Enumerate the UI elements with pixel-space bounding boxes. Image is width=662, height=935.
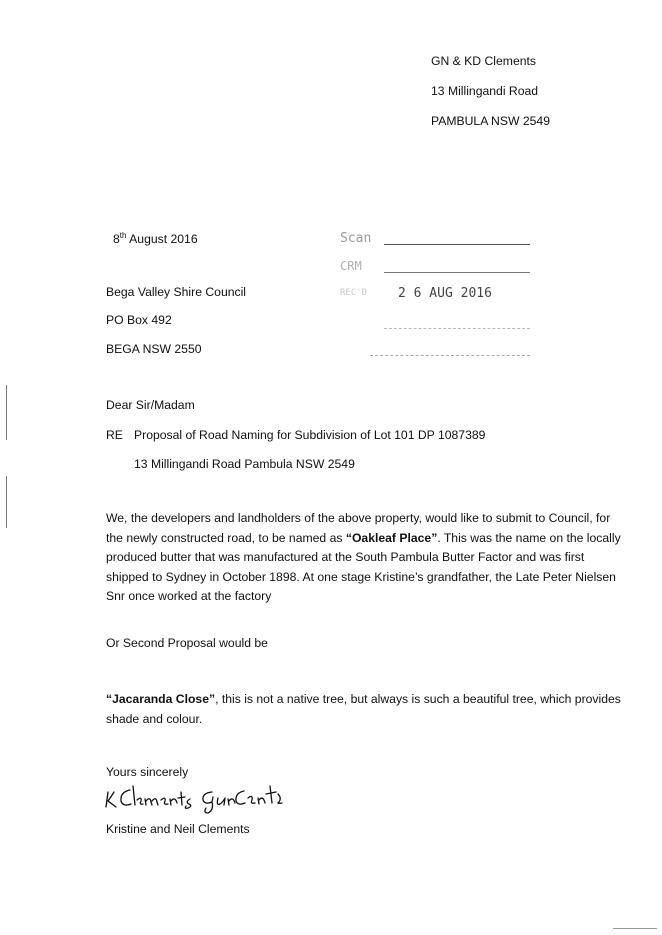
stamp-received-date: 2 6 AUG 2016 — [398, 286, 492, 301]
date-suffix: th — [119, 231, 127, 240]
body1-part2: . This was the name on the locally produced butter that was manufactured at the South Pambula Butter Factor and was first shipped to Sydney in October 1898. At one stage Kristine’s grandfather, the Late Peter Nielsen Snr once worked at the factory — [106, 530, 621, 603]
date-day: 8 — [113, 232, 120, 247]
scan-edge-mark-2 — [6, 476, 7, 528]
sender-town: PAMBULA NSW 2549 — [431, 114, 550, 128]
body3-rest: , this is not a native tree, but always is such a beautiful tree, which provides shade and colour. — [106, 692, 621, 726]
stamp-scan-line — [384, 244, 530, 245]
body-paragraph-3 — [106, 690, 626, 729]
signoff: Kristine and Neil Clements — [106, 822, 250, 836]
body3-bold: “Jacaranda Close” — [106, 692, 216, 706]
stamp-line-4 — [384, 328, 530, 329]
re-line-1: Proposal of Road Naming for Subdivision of Lot 101 DP 1087389 — [134, 428, 486, 442]
sender-street: 13 Millingandi Road — [431, 84, 539, 98]
recipient-org: Bega Valley Shire Council — [106, 285, 247, 299]
closing: Yours sincerely — [106, 765, 189, 779]
body1-bold: “Oakleaf Place” — [345, 530, 438, 545]
signature-drawing — [104, 780, 304, 814]
date-rest: August 2016 — [126, 232, 198, 247]
scan-edge-mark-1 — [6, 385, 7, 440]
scan-edge-mark-3 — [613, 928, 657, 929]
sender-name: GN & KD Clements — [431, 54, 536, 68]
body-paragraph-2: Or Second Proposal would be — [106, 636, 268, 650]
stamp-crm-line — [384, 272, 530, 273]
stamp-scan-label: Scan — [340, 231, 372, 246]
stamp-line-5 — [370, 355, 530, 356]
stamp-crm-label: CRM — [340, 259, 362, 273]
recipient-box: PO Box 492 — [106, 313, 172, 327]
re-label: RE — [106, 428, 123, 442]
body1-part1: We, the developers and landholders of the above property, would like to submit to Council, for the newly constructed road, to be named as — [106, 511, 611, 545]
stamp-received-prefix: REC'D — [340, 288, 368, 298]
received-stamp — [340, 228, 540, 368]
re-line-2: 13 Millingandi Road Pambula NSW 2549 — [134, 457, 355, 471]
recipient-town: BEGA NSW 2550 — [106, 342, 202, 356]
salutation: Dear Sir/Madam — [106, 398, 195, 412]
body-paragraph-1 — [106, 509, 626, 607]
letter-date — [113, 228, 198, 247]
handwritten-signature — [104, 780, 304, 817]
